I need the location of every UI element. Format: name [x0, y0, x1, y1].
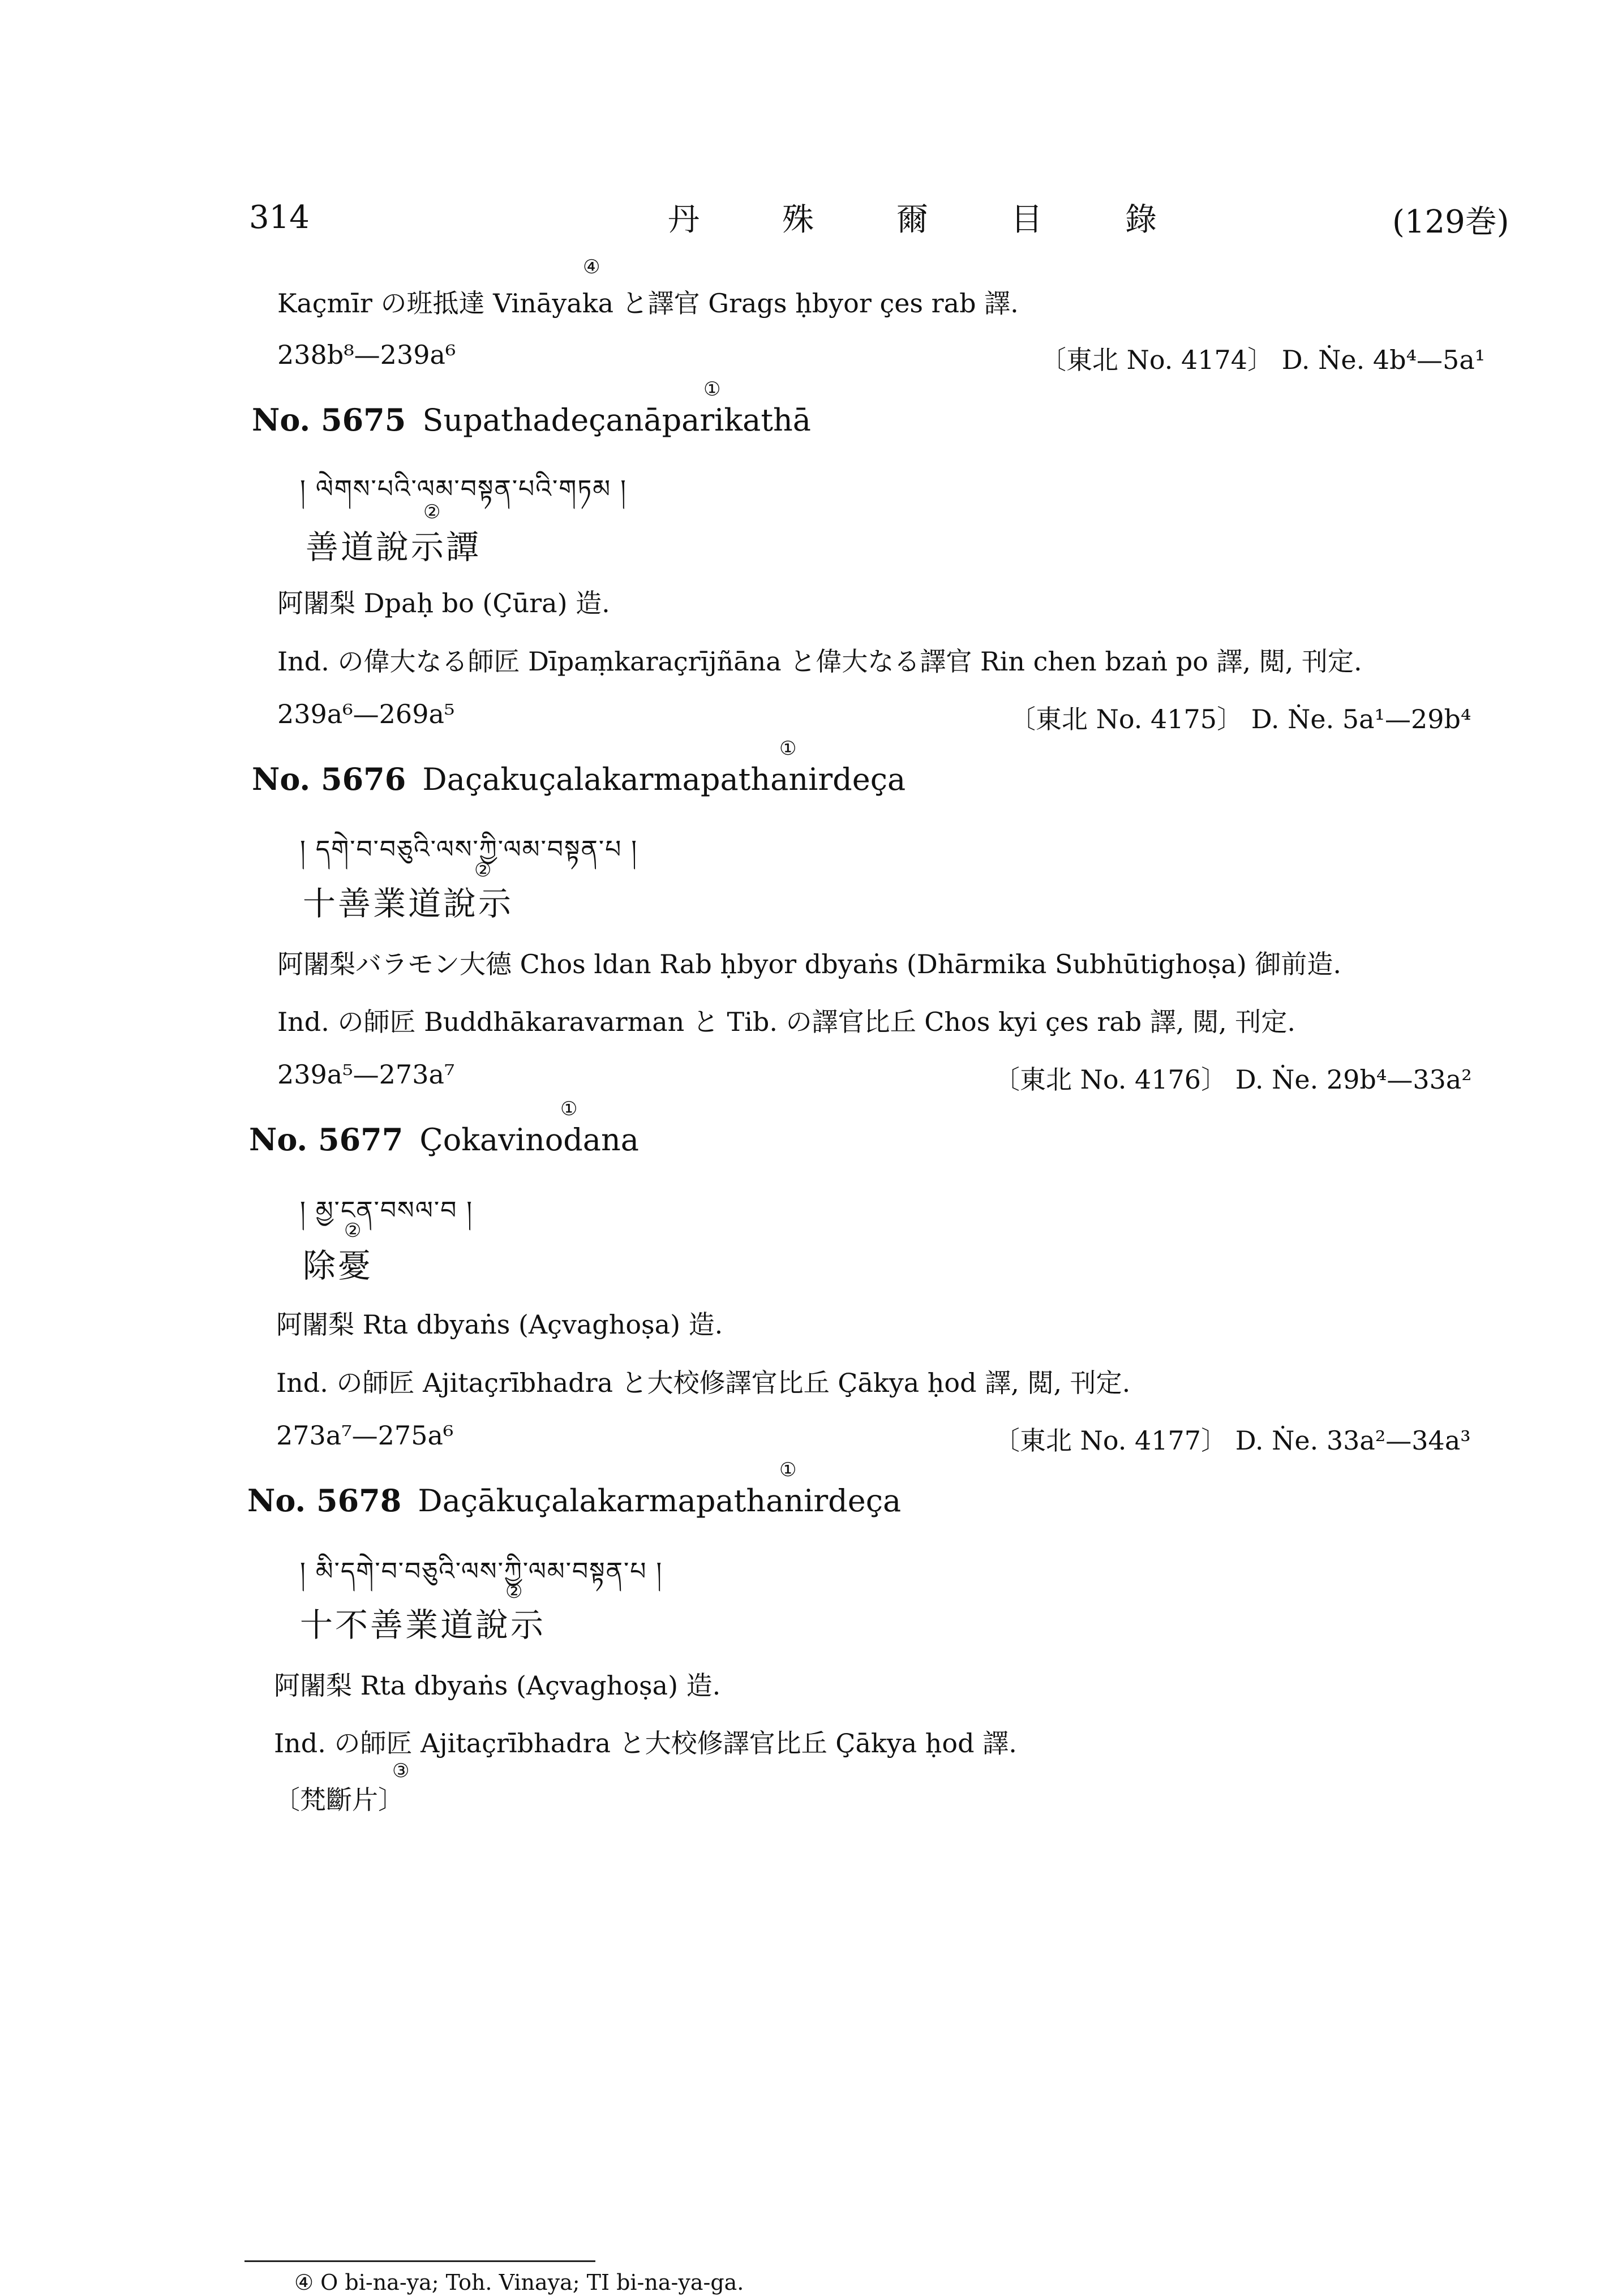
title-marker: ②: [474, 859, 492, 882]
entry-number: No. 5675: [252, 402, 406, 438]
volume-label: (129巻): [1392, 204, 1509, 240]
preceding-translation: Kaçmīr の班抵達 Vināyaka と譯官 Grags ḥbyor çes rab 譯.: [277, 288, 1019, 319]
title-char: 目: [1011, 201, 1042, 238]
footnote-4: ④ O bi-na-ya; Toh. Vinaya; TI bi-na-ya-ga.: [294, 2270, 744, 2295]
title-marker: ①: [779, 1459, 797, 1481]
title-marker: ①: [779, 737, 797, 760]
entry-5675-heading: [252, 402, 811, 438]
title-marker: ②: [344, 1219, 362, 1242]
entry-5676-heading: [252, 761, 906, 797]
entry-translation: Ind. の師匠 Ajitaçrībhadra と大校修譯官比丘 Çākya ḥod 譯.: [274, 1728, 1017, 1758]
footnote-marker: ④: [583, 256, 600, 278]
entry-title: Supathadeçanāparikathā: [422, 402, 811, 438]
chinese-title: 十善業道說示: [303, 884, 514, 923]
preceding-ref: 〔東北 No. 4174〕 D. Ṅe. 4b⁴—5a¹: [1040, 345, 1486, 375]
entry-translation: Ind. の師匠 Buddhākaravarman と Tib. の譯官比丘 Chos kyi çes rab 譯, 閲, 刊定.: [277, 1007, 1295, 1037]
chinese-title: 除憂: [303, 1246, 374, 1285]
entry-5677-heading: [249, 1121, 639, 1158]
entry-number: No. 5677: [249, 1121, 404, 1158]
title-char: 錄: [1125, 201, 1157, 238]
entry-author: 阿闍梨 Rta dbyaṅs (Açvaghoṣa) 造.: [274, 1670, 721, 1701]
entry-ref: 〔東北 No. 4176〕 D. Ṅe. 29b⁴—33a²: [994, 1064, 1472, 1095]
title-char: 丹: [668, 201, 700, 238]
entry-author: 阿闍梨 Rta dbyaṅs (Açvaghoṣa) 造.: [276, 1309, 723, 1340]
title-marker: ①: [703, 378, 721, 401]
entry-title: Daçākuçalakarmapathanirdeça: [418, 1483, 902, 1519]
title-marker: ②: [505, 1580, 523, 1603]
title-char: 爾: [896, 201, 928, 238]
entry-5678-heading: [247, 1482, 901, 1519]
chinese-title: 善道說示譚: [306, 528, 482, 566]
entry-number: No. 5678: [247, 1482, 402, 1519]
title-marker: ②: [423, 501, 441, 523]
title-marker: ①: [560, 1098, 578, 1120]
entry-title: Çokavinodana: [419, 1122, 639, 1158]
entry-number: No. 5676: [252, 761, 406, 797]
entry-title: Daçakuçalakarmapathanirdeça: [422, 762, 906, 797]
entry-folio: 239a⁵—273a⁷: [277, 1059, 455, 1090]
entry-author: 阿闍梨 Dpaḥ bo (Çūra) 造.: [277, 588, 610, 618]
title-char: 殊: [782, 201, 814, 238]
page-number: 314: [249, 199, 310, 236]
entry-folio: 273a⁷—275a⁶: [276, 1420, 454, 1451]
entry-ref: 〔東北 No. 4177〕 D. Ṅe. 33a²—34a³: [994, 1425, 1471, 1456]
preceding-folio: 238b⁸—239a⁶: [277, 339, 456, 370]
entry-folio: 239a⁶—269a⁵: [277, 699, 455, 729]
entry-author: 阿闍梨バラモン大德 Chos ldan Rab ḥbyor dbyaṅs (Dhārmika Subhūtighoṣa) 御前造.: [277, 949, 1342, 979]
tibetan-title: ། ལེགས་པའི་ལམ་བསྟན་པའི་གཏམ །: [300, 475, 627, 504]
sanskrit-fragment: 〔梵斷片〕: [274, 1785, 404, 1815]
tibetan-title: ། དགེ་བ་བཅུའི་ལས་ཀྱི་ལམ་བསྟན་པ །: [300, 835, 638, 864]
page-title: [668, 195, 1157, 240]
entry-translation: Ind. の偉大なる師匠 Dīpaṃkaraçrījñāna と偉大なる譯官 Rin chen bzaṅ po 譯, 閲, 刊定.: [277, 646, 1362, 677]
entry-translation: Ind. の師匠 Ajitaçrībhadra と大校修譯官比丘 Çākya ḥod 譯, 閲, 刊定.: [276, 1368, 1131, 1398]
chinese-title: 十不善業道說示: [300, 1606, 546, 1644]
tibetan-title: ། མི་དགེ་བ་བཅུའི་ལས་ཀྱི་ལམ་བསྟན་པ །: [300, 1557, 663, 1586]
title-marker: ③: [392, 1760, 410, 1782]
entry-ref: 〔東北 No. 4175〕 D. Ṅe. 5a¹—29b⁴: [1010, 704, 1471, 734]
tibetan-title: ། མྱ་ངན་བསལ་བ །: [300, 1196, 474, 1225]
footnote-rule: [244, 2260, 595, 2262]
